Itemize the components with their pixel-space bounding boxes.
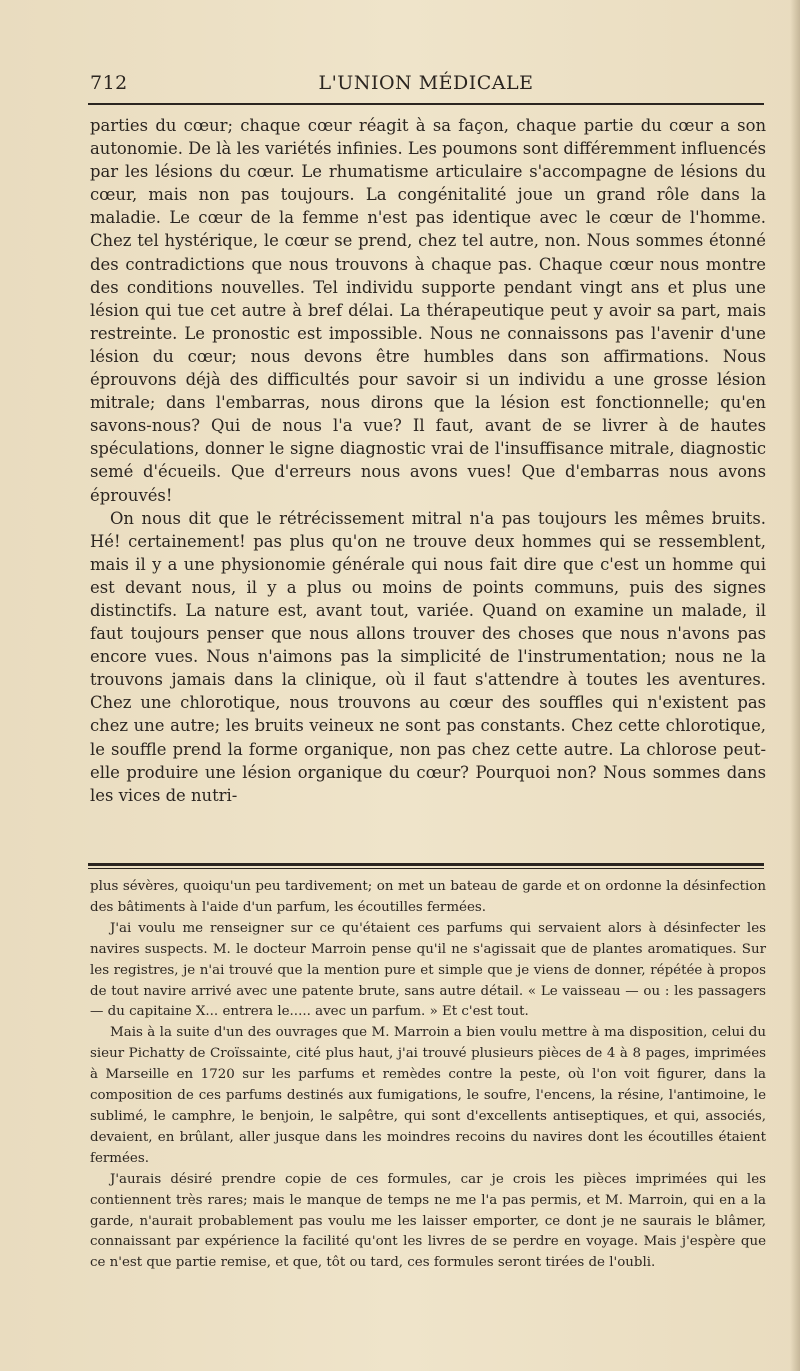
header-rule (88, 103, 764, 105)
running-title: L'UNION MÉDICALE (318, 72, 534, 94)
running-header (90, 72, 762, 102)
footnote-paragraph: J'aurais désiré prendre copie de ces formules, car je crois les pièces imprimées qui les contiennent très rares; mais le manque de temps ne me l'a pas permis, et M. Marroin, qui en a la garde, n'aurait probablement pas voulu me les laisser emporter, ce dont je ne saurais le blâmer, connaissant par expérience la facilité qu'ont les livres de se perdre en voyage. Mais j'espère que ce n'est que partie remise, et que, tôt ou tard, ces formules seront tirées de l'oubli. (90, 1171, 766, 1271)
footnote-paragraph: plus sévères, quoiqu'un peu tardivement; on met un bateau de garde et on ordonne la désinfection des bâtiments à l'aide d'un parfum, les écoutilles fermées. (90, 879, 766, 915)
footnote-rule-thin (88, 868, 764, 869)
page-edge-shadow (790, 0, 800, 1371)
body-paragraph: On nous dit que le rétrécissement mitral n'a pas toujours les mêmes bruits. Hé! certainement! pas plus qu'on ne trouve deux hommes qui se ressemblent, mais il y a une physionomie générale qui nous fait dire que c'est un homme qui est devant nous, il y a plus ou moins de points communs, puis des signes distinctifs. La nature est, avant tout, variée. Quand on examine un malade, il faut toujours penser que nous allons trouver des choses que nous n'avons pas encore vues. Nous n'aimons pas la simplicité de l'instrumentation; nous ne la trouvons jamais dans la clinique, où il faut s'attendre à toutes les aventures. Chez une chlorotique, nous trouvons au cœur des souffles qui n'existent pas chez une autre; les bruits veineux ne sont pas constants. Chez cette chlorotique, le souffle prend la forme organique, non pas chez cette autre. La chlorose peut-elle produire une lésion organique du cœur? Pourquoi non? Nous sommes dans les vices de nutri- (90, 508, 766, 805)
page-number: 712 (90, 72, 128, 94)
body-paragraph: parties du cœur; chaque cœur réagit à sa façon, chaque partie du cœur a son autonomie. De là les variétés infinies. Les poumons sont différemment influencés par les lésions du cœur. Le rhumatisme articulaire s'accompagne de lésions du cœur, mais non pas toujours. La congénitalité joue un grand rôle dans la maladie. Le cœur de la femme n'est pas identique avec le cœur de l'homme. Chez tel hystérique, le cœur se prend, chez tel autre, non. Nous sommes étonné des contradictions que nous trouvons à chaque pas. Chaque cœur nous montre des conditions nouvelles. Tel individu supporte pendant vingt ans et plus une lésion qui tue cet autre à bref délai. La thérapeutique peut y avoir sa part, mais restreinte. Le pronostic est impossible. Nous ne connaissons pas l'avenir d'une lésion du cœur; nous devons être humbles dans son affirmations. Nous éprouvons déjà des difficultés pour savoir si un individu a une grosse lésion mitrale; dans l'embarras, nous dirons que la lésion est fonctionnelle; qu'en savons-nous? Qui de nous l'a vue? Il faut, avant de se livrer à de hautes spéculations, donner le signe diagnostic vrai de l'insuffisance mitrale, diagnostic semé d'écueils. Que d'erreurs nous avons vues! Que d'embarras nous avons éprouvés! (90, 116, 766, 505)
footnote-paragraph: Mais à la suite d'un des ouvrages que M. Marroin a bien voulu mettre à ma disposition, celui du sieur Pichatty de Croïssainte, cité plus haut, j'ai trouvé plusieurs pièces de 4 à 8 pages, imprimées à Marseille en 1720 sur les parfums et remèdes contre la peste, où l'on voit figurer, dans la composition de ces parfums destinés aux fumigations, le soufre, l'encens, la résine, l'antimoine, le sublimé, le camphre, le benjoin, le salpêtre, qui sont d'excellents antiseptiques, et qui, associés, devaient, en brûlant, aller jusque dans les moindres recoins du navires dont les écoutilles étaient fermées. (90, 1025, 766, 1166)
footnotes (90, 877, 766, 1274)
main-text (90, 114, 766, 807)
footnote-paragraph: J'ai voulu me renseigner sur ce qu'étaient ces parfums qui servaient alors à désinfecter les navires suspects. M. le docteur Marroin pense qu'il ne s'agissait que de plantes aromatiques. Sur les registres, je n'ai trouvé que la mention pure et simple que je viens de donner, répétée à propos de tout navire arrivé avec une patente brute, sans autre détail. « Le vaisseau — ou : les passagers — du capitaine X... entrera le..... avec un parfum. » Et c'est tout. (90, 920, 766, 1020)
footnote-rule (88, 863, 764, 866)
